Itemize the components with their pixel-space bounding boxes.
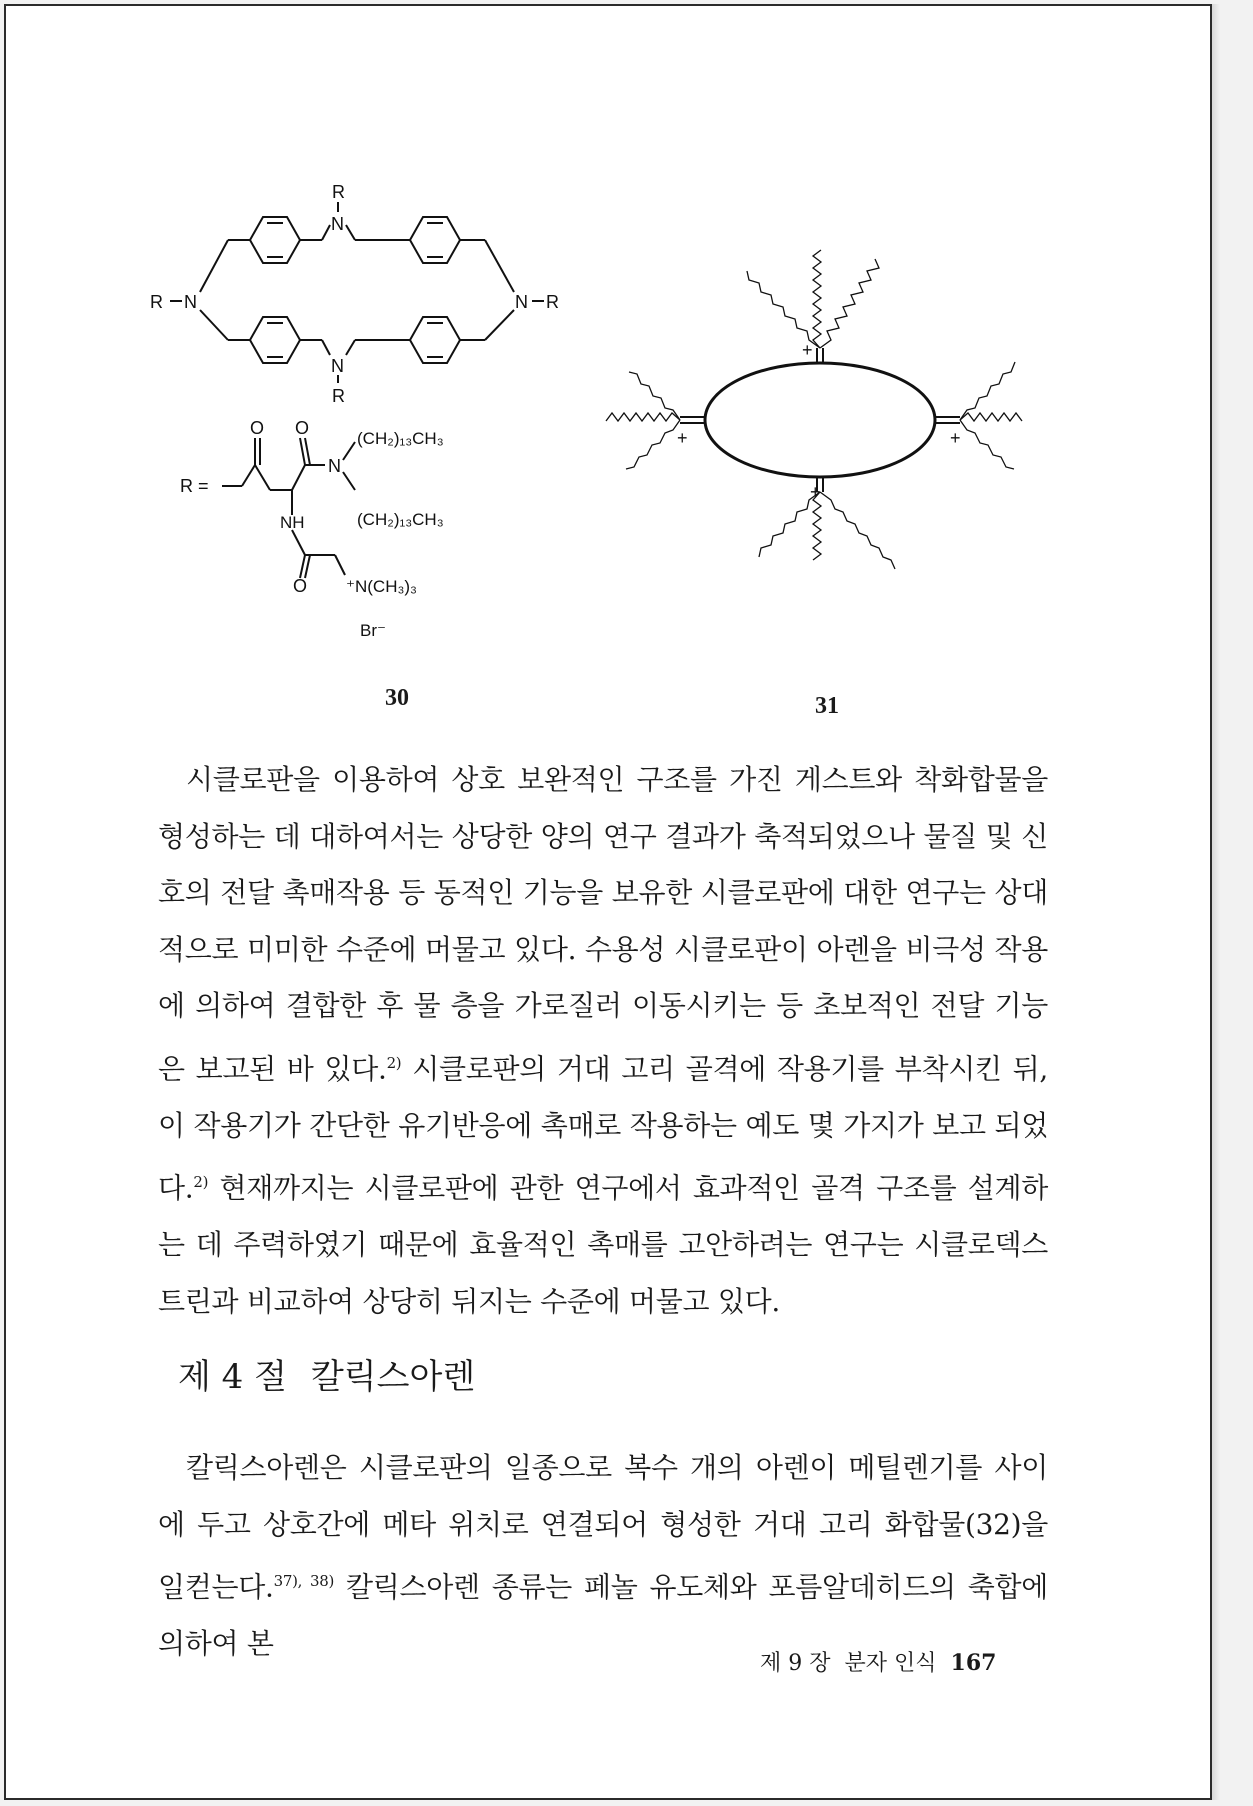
figure-30-structure <box>150 180 570 660</box>
paragraph-1-part2: 시클로판의 거대 고리 골격에 작용기를 부착시킨 뒤, 이 작용기가 간단한 유기반응에 촉매로 작용하는 예도 몇 가지가 보고 되었다. <box>158 1052 1049 1205</box>
label-chain-top: (CH₂)₁₃CH₃ <box>357 429 444 448</box>
section-number: 제 4 절 <box>178 1357 287 1397</box>
charge-plus-top: + <box>802 340 813 360</box>
charge-plus-right: + <box>950 428 961 448</box>
figure-31-structure <box>595 240 1055 600</box>
label-r-right: R <box>546 292 559 312</box>
label-r-equals: R = <box>180 476 209 496</box>
figure-31-caption: 31 <box>815 693 839 719</box>
page-footer <box>760 1646 996 1677</box>
label-r-left: R <box>150 292 163 312</box>
cyclophane-diagram <box>150 180 570 660</box>
label-r-top: R <box>332 182 345 202</box>
page-number: 167 <box>950 1650 997 1676</box>
reference-mark: 2) <box>386 1053 402 1072</box>
body-paragraph-1 <box>158 752 1048 1331</box>
charge-plus-left: + <box>677 428 688 448</box>
label-o1: O <box>250 418 265 438</box>
reference-mark: 2) <box>193 1173 209 1192</box>
macrocycle-surfactant-diagram <box>595 240 1055 600</box>
label-nme3: ⁺N(CH₃)₃ <box>346 577 417 596</box>
label-n-right: N <box>515 292 528 312</box>
label-o3: O <box>293 576 308 596</box>
label-n-left: N <box>184 292 197 312</box>
footer-chapter: 제 9 장 <box>760 1651 831 1676</box>
label-nh: NH <box>280 513 305 532</box>
charge-plus-bottom: + <box>810 482 821 502</box>
label-br: Br⁻ <box>360 621 386 640</box>
label-r-bottom: R <box>332 386 345 406</box>
label-chain-bottom: (CH₂)₁₃CH₃ <box>357 510 444 529</box>
label-n-bottom: N <box>331 356 344 376</box>
label-o2: O <box>295 418 310 438</box>
paragraph-1-part3: 현재까지는 시클로판에 관한 연구에서 효과적인 골격 구조를 설계하는 데 주력하였기 때문에 효율적인 촉매를 고안하려는 연구는 시클로덱스트린과 비교하여 상당히 뒤지는 수준에 머물고 있다. <box>158 1171 1048 1318</box>
reference-mark: 37), 38) <box>273 1572 335 1591</box>
page-shadow <box>1212 4 1220 1800</box>
label-n-top: N <box>331 214 344 234</box>
footer-title: 분자 인식 <box>844 1651 937 1676</box>
section-title: 칼릭스아렌 <box>310 1357 476 1397</box>
figure-30-caption: 30 <box>385 685 409 711</box>
paragraph-1-part1: 시클로판을 이용하여 상호 보완적인 구조를 가진 게스트와 착화합물을 형성하는 데 대하여서는 상당한 양의 연구 결과가 축적되었으나 물질 및 신호의 전달 촉매작용 등 동적인 기능을 보유한 시클로판에 대한 연구는 상대적으로 미미한 수준에 머물고 있다. 수용성 시클로판이 아렌을 비극성 작용에 의하여 결합한 후 물 층을 가로질러 이동시키는 등 초보적인 전달 기능은 보고된 바 있다. <box>158 763 1048 1086</box>
section-heading <box>178 1349 475 1398</box>
label-n-amide: N <box>328 456 341 476</box>
paragraph-2-part2: 칼릭스아렌 종류는 페놀 유도체와 포름알데히드의 축합에 의하여 본 <box>158 1570 1048 1661</box>
paragraph-2-part1: 칼릭스아렌은 시클로판의 일종으로 복수 개의 아렌이 메틸렌기를 사이에 두고 상호간에 메타 위치로 연결되어 형성한 거대 고리 화합물(32)을 일컫는다. <box>158 1451 1048 1604</box>
body-paragraph-2 <box>158 1440 1048 1673</box>
